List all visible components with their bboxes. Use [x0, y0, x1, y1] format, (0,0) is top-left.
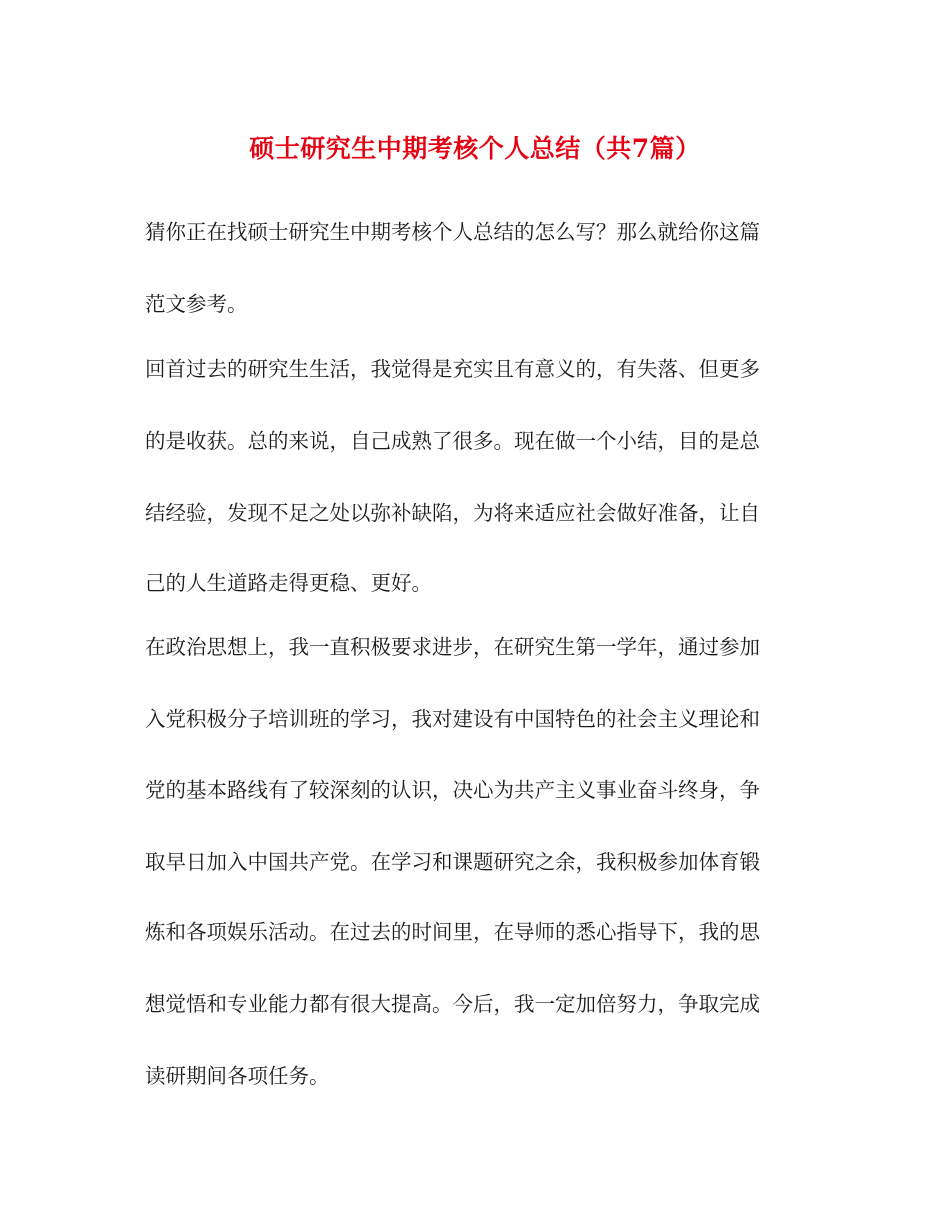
paragraph-line: 范文参考。 [145, 292, 248, 316]
paragraph-line: 想觉悟和专业能力都有很大提高。今后，我一定加倍努力，争取完成 [145, 992, 760, 1016]
paragraph-line: 读研期间各项任务。 [145, 1064, 330, 1088]
paragraph-line: 己的人生道路走得更稳、更好。 [145, 571, 432, 595]
paragraph-line: 炼和各项娱乐活动。在过去的时间里，在导师的悉心指导下，我的思 [145, 920, 760, 944]
paragraph-line: 入党积极分子培训班的学习，我对建设有中国特色的社会主义理论和 [145, 707, 760, 731]
paragraph-line: 在政治思想上，我一直积极要求进步，在研究生第一学年，通过参加 [145, 635, 760, 659]
paragraph-line: 结经验，发现不足之处以弥补缺陷，为将来适应社会做好准备，让自 [145, 501, 760, 525]
paragraph-line: 回首过去的研究生生活，我觉得是充实且有意义的，有失落、但更多 [145, 357, 760, 381]
paragraph-line: 的是收获。总的来说，自己成熟了很多。现在做一个小结，目的是总 [145, 429, 760, 453]
document-title: 硕士研究生中期考核个人总结（共7篇） [249, 134, 701, 163]
paragraph-line: 党的基本路线有了较深刻的认识，决心为共产主义事业奋斗终身，争 [145, 778, 760, 802]
paragraph-line: 猜你正在找硕士研究生中期考核个人总结的怎么写？那么就给你这篇 [145, 220, 760, 244]
paragraph-line: 取早日加入中国共产党。在学习和课题研究之余，我积极参加体育锻 [145, 850, 760, 874]
